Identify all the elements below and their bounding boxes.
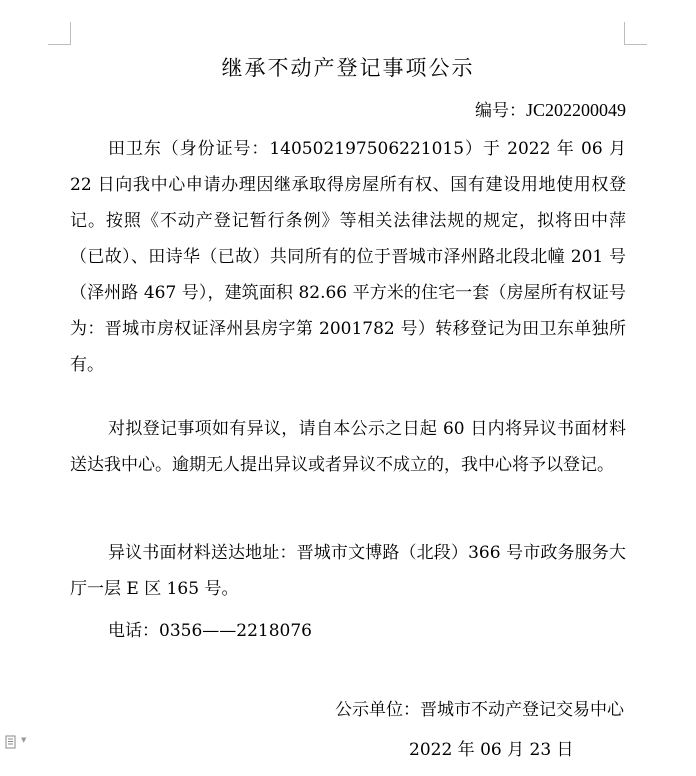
page-corner-mark-top-left <box>48 22 71 45</box>
page-corner-mark-top-right <box>624 22 647 45</box>
serial-number <box>475 95 626 126</box>
chevron-down-icon[interactable]: ▼ <box>21 736 27 744</box>
paragraph-application: 田卫东（身份证号：140502197506221015）于 2022 年 06 月 22 日向我中心申请办理因继承取得房屋所有权、国有建设用地使用权登记。按照《不动产登记暂行条例》等相关法律法规的规定，拟将田中萍（已故）、田诗华（已故）共同所有的位于晋城市泽州路北段北幢 201 号（泽州路 467 号），建筑面积 82.66 平方米的住宅一套（房屋所有权证号为：晋城市房权证泽州县房字第 2001782 号）转移登记为田卫东单独所有。 <box>70 139 626 375</box>
paragraph-objection: 对拟登记事项如有异议，请自本公示之日起 60 日内将异议书面材料送达我中心。逾期无人提出异议或者异议不成立的，我中心将予以登记。 <box>70 419 626 475</box>
paste-options-icon[interactable] <box>4 735 18 749</box>
serial-label: 编号： <box>474 101 526 121</box>
paragraph-phone: 电话：0356——2218076 <box>108 621 312 641</box>
paragraph-address: 异议书面材料送达地址：晋城市文博路（北段）366 号市政务服务大厅一层 E 区 165 号。 <box>70 543 626 599</box>
publication-date: 2022 年 06 月 23 日 <box>409 740 574 760</box>
serial-value: JC202200049 <box>525 100 626 120</box>
document-title: 继承不动产登记事项公示 <box>221 56 475 80</box>
signature-unit: 公示单位：晋城市不动产登记交易中心 <box>335 700 624 720</box>
